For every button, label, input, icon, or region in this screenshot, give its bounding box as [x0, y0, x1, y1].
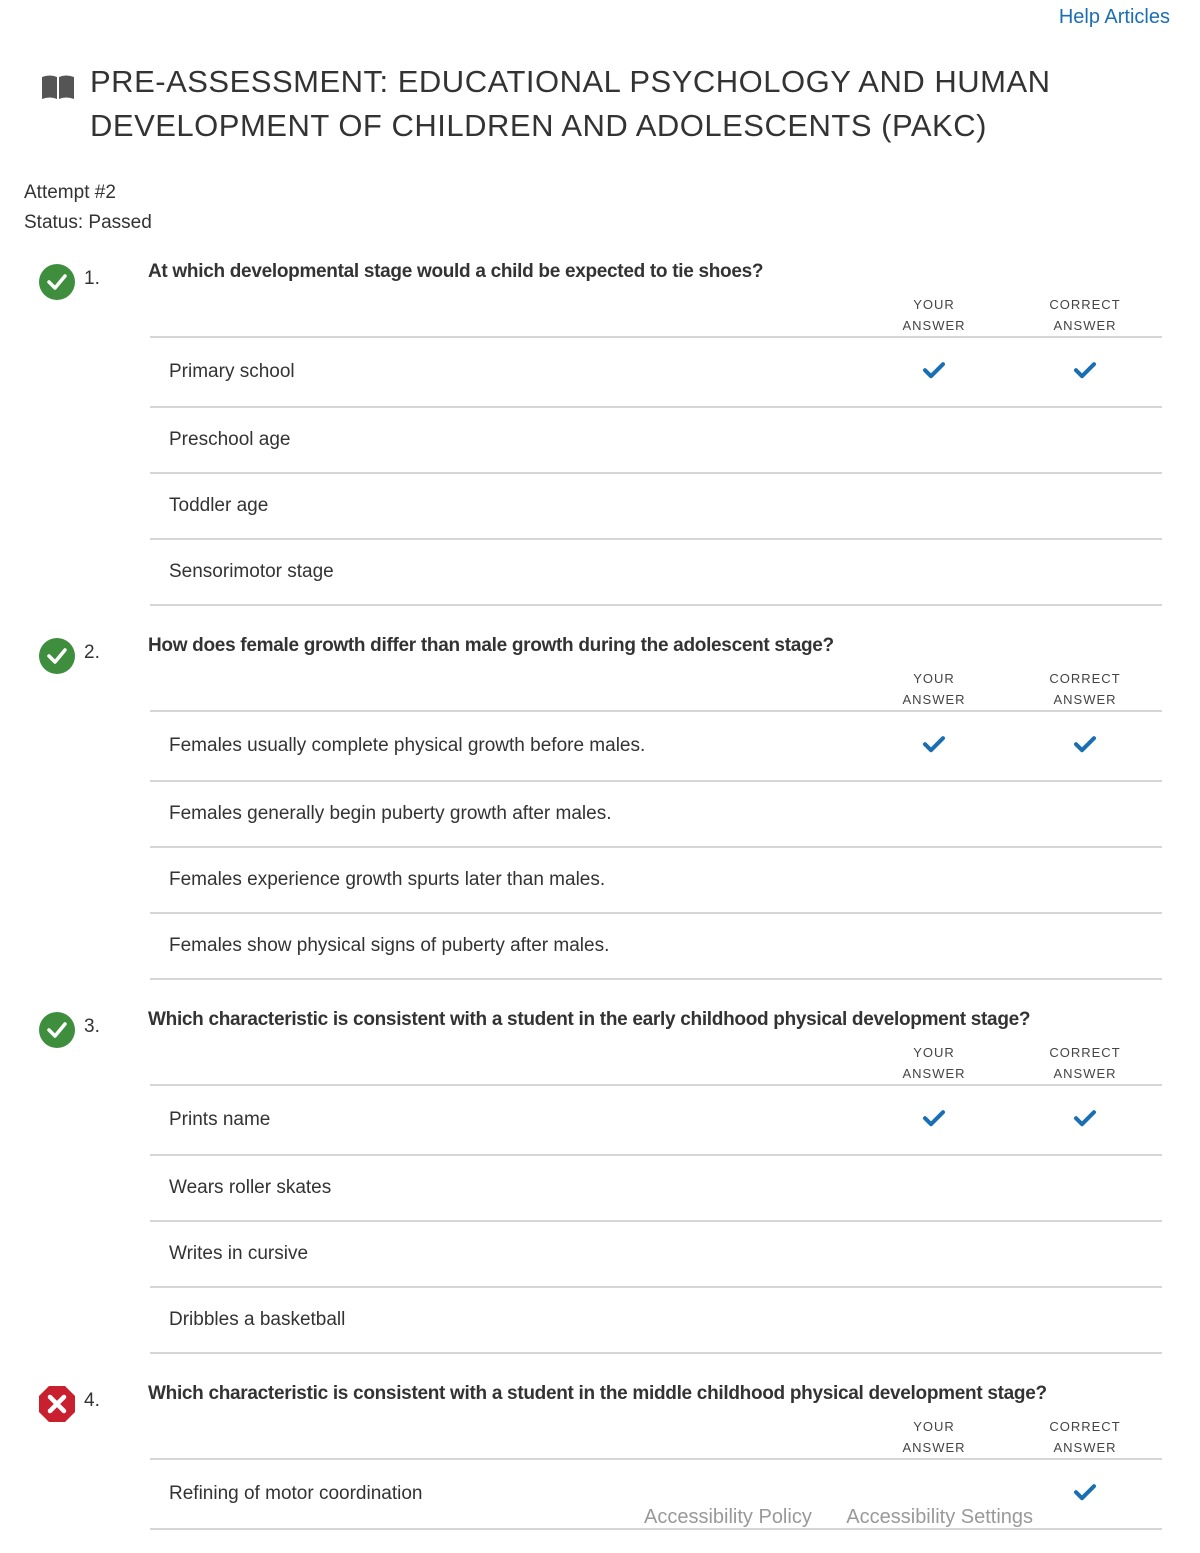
correct-answer-check-icon: [1074, 1109, 1096, 1127]
footer: [644, 1506, 1063, 1529]
answer-column-headers: [150, 1040, 1162, 1086]
answer-row: [150, 474, 1162, 540]
correct-answer-header: CORRECT ANSWER: [1049, 297, 1121, 333]
answer-text: Wears roller skates: [169, 1177, 332, 1198]
answer-row: [150, 1156, 1162, 1222]
your-answer-check-icon: [923, 361, 945, 379]
answer-text: Primary school: [169, 361, 295, 382]
your-answer-check-icon: [923, 735, 945, 753]
question-3: [0, 1004, 1200, 1354]
correct-answer-check-icon: [1074, 735, 1096, 753]
question-text: Which characteristic is consistent with a student in the middle childhood physical development stage?: [148, 1383, 1047, 1404]
correct-icon: [38, 1011, 76, 1049]
question-header: [0, 256, 1200, 292]
accessibility-settings-link[interactable]: Accessibility Settings: [846, 1506, 1034, 1528]
correct-answer-header: CORRECT ANSWER: [1049, 671, 1121, 707]
question-number: 1.: [84, 268, 100, 289]
question-1: [0, 256, 1200, 606]
your-answer-header: YOUR ANSWER: [902, 1045, 966, 1081]
answer-row: [150, 1288, 1162, 1354]
your-answer-header: YOUR ANSWER: [902, 671, 966, 707]
answer-row: [150, 712, 1162, 782]
correct-icon: [38, 637, 76, 675]
correct-answer-header: CORRECT ANSWER: [1049, 1419, 1121, 1455]
answer-text: Females show physical signs of puberty after males.: [169, 935, 610, 956]
answer-text: Refining of motor coordination: [169, 1483, 423, 1504]
correct-answer-check-icon: [1074, 1483, 1096, 1501]
answer-text: Dribbles a basketball: [169, 1309, 346, 1330]
help-articles-link[interactable]: Help Articles: [1058, 6, 1170, 28]
answer-text: Females generally begin puberty growth after males.: [169, 803, 612, 824]
answer-text: Toddler age: [169, 495, 269, 516]
question-number: 2.: [84, 642, 100, 663]
question-header: [0, 1004, 1200, 1040]
correct-icon: [38, 263, 76, 301]
answer-text: Writes in cursive: [169, 1243, 309, 1264]
correct-answer-header: CORRECT ANSWER: [1049, 1045, 1121, 1081]
question-2: [0, 630, 1200, 980]
question-text: How does female growth differ than male growth during the adolescent stage?: [148, 635, 834, 656]
answer-column-headers: [150, 1414, 1162, 1460]
answer-row: [150, 1222, 1162, 1288]
your-answer-header: YOUR ANSWER: [902, 297, 966, 333]
answer-text: Preschool age: [169, 429, 291, 450]
answer-text: Females usually complete physical growth before males.: [169, 735, 646, 756]
your-answer-header: YOUR ANSWER: [902, 1419, 966, 1455]
correct-answer-check-icon: [1074, 361, 1096, 379]
answer-text: Females experience growth spurts later than males.: [169, 869, 606, 890]
question-header: [0, 1378, 1200, 1414]
answer-row: [150, 338, 1162, 408]
your-answer-check-icon: [923, 1109, 945, 1127]
answer-column-headers: [150, 292, 1162, 338]
accessibility-policy-link[interactable]: Accessibility Policy: [644, 1506, 812, 1528]
answer-row: [150, 914, 1162, 980]
answer-text: Prints name: [169, 1109, 271, 1130]
answer-text: Sensorimotor stage: [169, 561, 334, 582]
question-text: At which developmental stage would a child be expected to tie shoes?: [148, 261, 764, 282]
answer-row: [150, 540, 1162, 606]
answer-row: [150, 848, 1162, 914]
incorrect-icon: [38, 1385, 76, 1423]
question-header: [0, 630, 1200, 666]
attempt-status: Status: Passed: [24, 212, 152, 233]
answer-row: [150, 782, 1162, 848]
answer-row: [150, 1086, 1162, 1156]
question-text: Which characteristic is consistent with a student in the early childhood physical development stage?: [148, 1009, 1031, 1030]
page-title: PRE-ASSESSMENT: EDUCATIONAL PSYCHOLOGY AND HUMAN DEVELOPMENT OF CHILDREN AND ADOLESCENTS (PAKC): [90, 64, 1051, 143]
question-list: [0, 256, 1200, 1530]
question-number: 3.: [84, 1016, 100, 1037]
answer-row: [150, 408, 1162, 474]
answer-column-headers: [150, 666, 1162, 712]
attempt-number: Attempt #2: [24, 182, 116, 203]
question-number: 4.: [84, 1390, 100, 1411]
